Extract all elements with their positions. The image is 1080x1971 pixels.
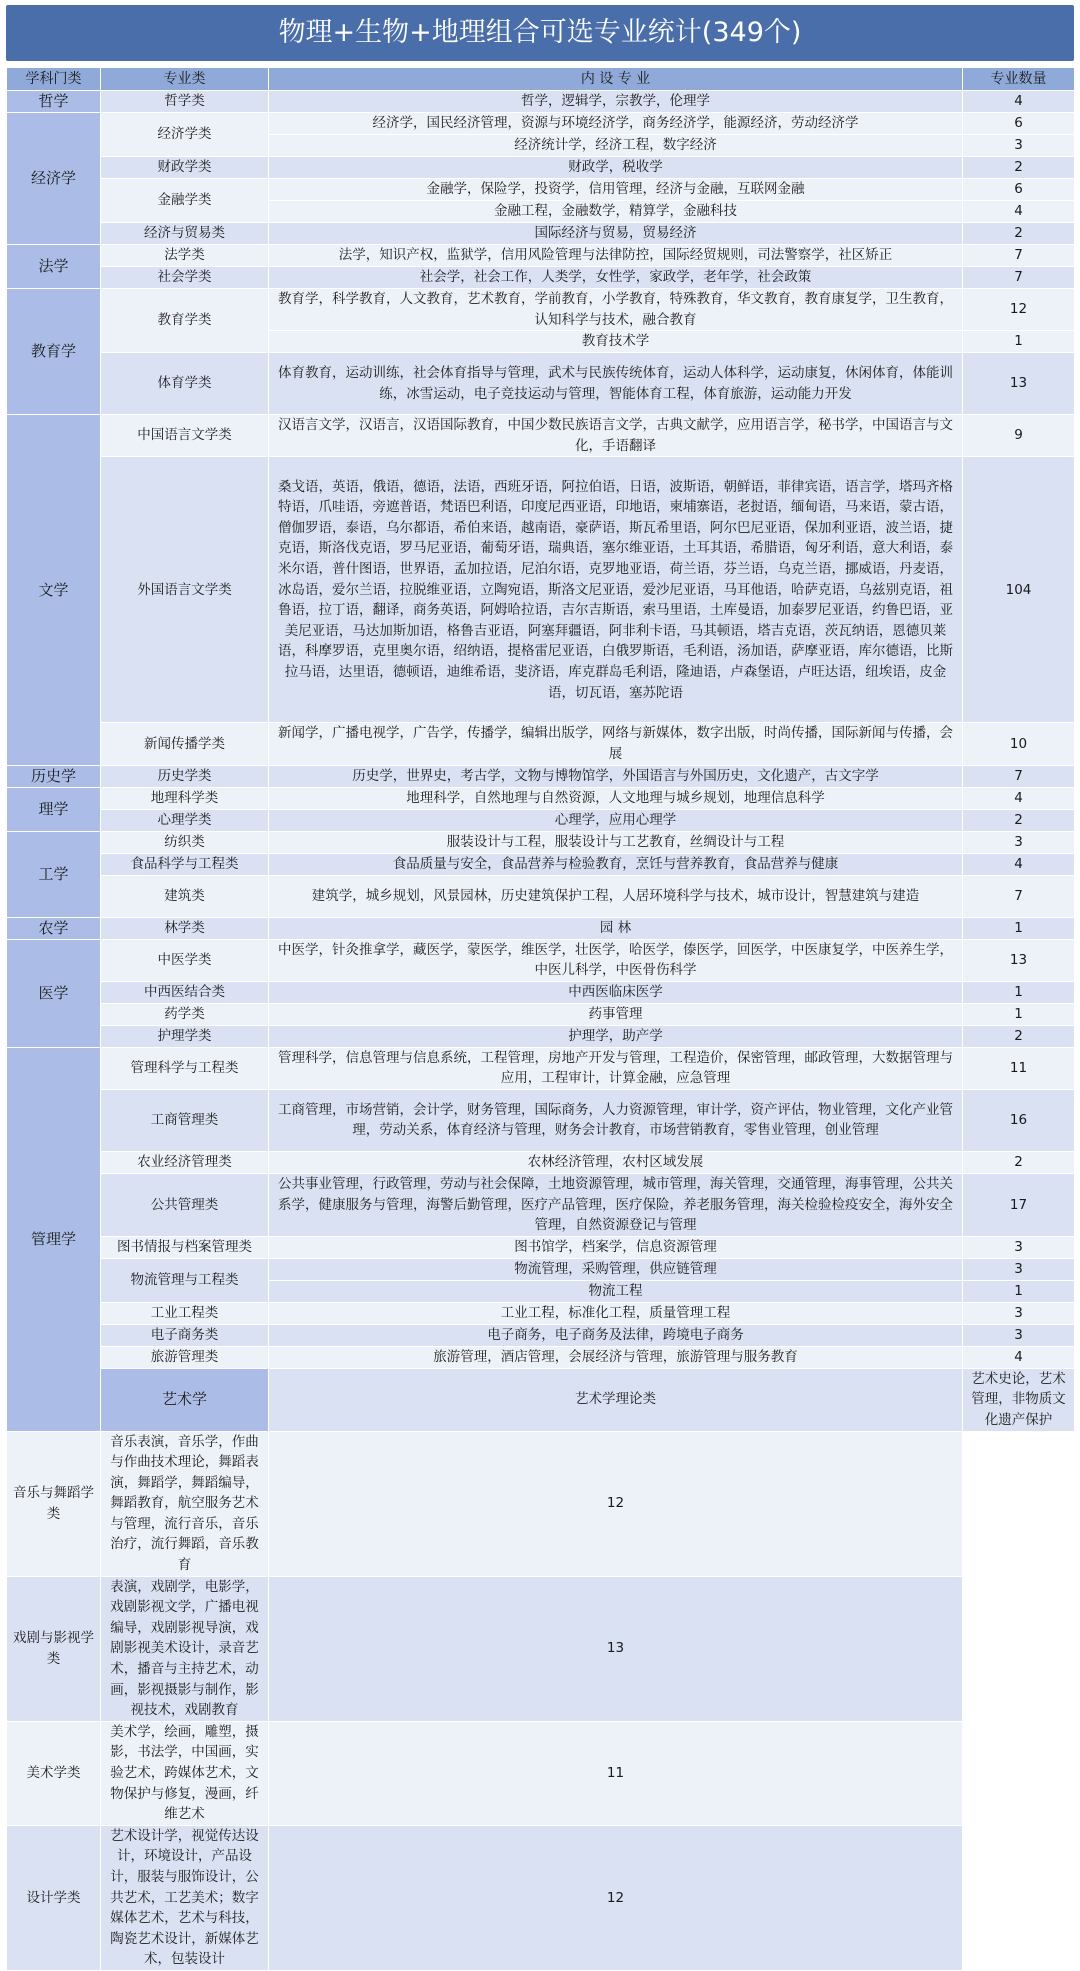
majors-cell: 财政学，税收学: [269, 157, 963, 179]
discipline-cell: 历史学: [7, 765, 101, 787]
category-cell: 设计学类: [7, 1825, 101, 1970]
table-row: [7, 289, 1075, 331]
table-row: [7, 831, 1075, 853]
count-cell: 4: [963, 853, 1075, 875]
table-row: [7, 939, 1075, 981]
table-row: [7, 809, 1075, 831]
count-cell: 3: [963, 1324, 1075, 1346]
majors-cell: 园 林: [269, 917, 963, 939]
count-cell: 6: [963, 113, 1075, 135]
category-cell: 食品科学与工程类: [101, 853, 269, 875]
count-cell: 3: [963, 831, 1075, 853]
discipline-cell: 法学: [7, 245, 101, 289]
category-cell: 护理学类: [101, 1025, 269, 1047]
discipline-cell: 艺术学: [101, 1368, 269, 1431]
majors-table: [6, 67, 1075, 1971]
majors-cell: 美术学，绘画，雕塑，摄影，书法学，中国画，实验艺术，跨媒体艺术，文物保护与修复，漫画，纤维艺术: [101, 1721, 269, 1825]
category-cell: 纺织类: [101, 831, 269, 853]
count-cell: 1: [963, 981, 1075, 1003]
category-cell: 管理科学与工程类: [101, 1047, 269, 1089]
category-cell: 工商管理类: [101, 1089, 269, 1151]
table-row: [7, 1089, 1075, 1151]
count-cell: 10: [963, 723, 1075, 765]
discipline-cell: 管理学: [7, 1047, 101, 1431]
majors-cell: 教育学，科学教育，人文教育，艺术教育，学前教育，小学教育，特殊教育，华文教育，教育康复学，卫生教育，认知科学与技术，融合教育: [269, 289, 963, 331]
count-cell: 11: [269, 1721, 963, 1825]
majors-cell: 桑戈语，英语，俄语，德语，法语，西班牙语，阿拉伯语，日语，波斯语，朝鲜语，菲律宾语，语言学，塔玛齐格特语，爪哇语，旁遮普语，梵语巴利语，印度尼西亚语，印地语，柬埔寨语，老挝语，缅甸语，马来语，蒙古语，僧伽罗语，泰语，乌尔都语，希伯来语，越南语，豪萨语，斯瓦希里语，阿尔巴尼亚语，保加利亚语，波兰语，捷克语，斯洛伐克语，罗马尼亚语，葡萄牙语，瑞典语，塞尔维亚语，土耳其语，希腊语，匈牙利语，意大利语，泰米尔语，普什图语，世界语，孟加拉语，尼泊尔语，克罗地亚语，荷兰语，芬兰语，乌克兰语，挪威语，丹麦语，冰岛语，爱尔兰语，拉脱维亚语，立陶宛语，斯洛文尼亚语，爱沙尼亚语，马耳他语，哈萨克语，乌兹别克语，祖鲁语，拉丁语，翻译，商务英语，阿姆哈拉语，吉尔吉斯语，索马里语，土库曼语，加泰罗尼亚语，约鲁巴语，亚美尼亚语，马达加斯加语，格鲁吉亚语，阿塞拜疆语，阿非利卡语，马其顿语，塔吉克语，茨瓦纳语，恩德贝莱语，科摩罗语，克里奥尔语，绍纳语，提格雷尼亚语，白俄罗斯语，毛利语，汤加语，萨摩亚语，库尔德语，比斯拉马语，达里语，德顿语，迪维希语，斐济语，库克群岛毛利语，隆迪语，卢森堡语，卢旺达语，纽埃语，皮金语，切瓦语，塞苏陀语: [269, 457, 963, 723]
majors-cell: 物流管理，采购管理，供应链管理: [269, 1258, 963, 1280]
count-cell: 4: [963, 91, 1075, 113]
category-cell: 物流管理与工程类: [101, 1258, 269, 1302]
majors-cell: 法学，知识产权，监狱学，信用风险管理与法律防控，国际经贸规则，司法警察学，社区矫正: [269, 245, 963, 267]
header-discipline: 学科门类: [7, 68, 101, 91]
count-cell: 6: [963, 179, 1075, 201]
count-cell: 13: [269, 1576, 963, 1721]
category-cell: 电子商务类: [101, 1324, 269, 1346]
category-cell: 图书情报与档案管理类: [101, 1236, 269, 1258]
table-row: [7, 1825, 1075, 1970]
count-cell: 4: [963, 1346, 1075, 1368]
majors-cell: 工业工程，标准化工程，质量管理工程: [269, 1302, 963, 1324]
discipline-cell: 理学: [7, 787, 101, 831]
category-cell: 体育学类: [101, 353, 269, 415]
table-row: [7, 765, 1075, 787]
count-cell: 9: [963, 415, 1075, 457]
majors-cell: 音乐表演，音乐学，作曲与作曲技术理论，舞蹈表演，舞蹈学，舞蹈编导，舞蹈教育，航空服务艺术与管理，流行音乐，音乐治疗，流行舞蹈，音乐教育: [101, 1431, 269, 1576]
category-cell: 戏剧与影视学类: [7, 1576, 101, 1721]
majors-cell: 地理科学，自然地理与自然资源，人文地理与城乡规划，地理信息科学: [269, 787, 963, 809]
table-row: [7, 223, 1075, 245]
table-row: [7, 1003, 1075, 1025]
majors-cell: 新闻学，广播电视学，广告学，传播学，编辑出版学，网络与新媒体，数字出版，时尚传播，国际新闻与传播，会展: [269, 723, 963, 765]
category-cell: 美术学类: [7, 1721, 101, 1825]
header-count: 专业数量: [963, 68, 1075, 91]
majors-cell: 图书馆学，档案学，信息资源管理: [269, 1236, 963, 1258]
majors-cell: 国际经济与贸易，贸易经济: [269, 223, 963, 245]
category-cell: 工业工程类: [101, 1302, 269, 1324]
majors-cell: 哲学，逻辑学，宗教学，伦理学: [269, 91, 963, 113]
table-row: [7, 1151, 1075, 1173]
discipline-cell: 医学: [7, 939, 101, 1047]
majors-cell: 教育技术学: [269, 331, 963, 353]
majors-cell: 药事管理: [269, 1003, 963, 1025]
category-cell: 中医学类: [101, 939, 269, 981]
count-cell: 1: [963, 1280, 1075, 1302]
count-cell: 1: [963, 331, 1075, 353]
count-cell: 12: [269, 1825, 963, 1970]
count-cell: 17: [963, 1173, 1075, 1236]
majors-cell: 旅游管理，酒店管理，会展经济与管理，旅游管理与服务教育: [269, 1346, 963, 1368]
category-cell: 艺术学理论类: [269, 1368, 963, 1431]
table-row: [7, 1258, 1075, 1280]
table-row: [7, 1047, 1075, 1089]
category-cell: 新闻传播学类: [101, 723, 269, 765]
table-row: [7, 1302, 1075, 1324]
header-majors: 内 设 专 业: [269, 68, 963, 91]
category-cell: 心理学类: [101, 809, 269, 831]
majors-cell: 建筑学，城乡规划，风景园林，历史建筑保护工程，人居环境科学与技术，城市设计，智慧建筑与建造: [269, 875, 963, 917]
table-row: [7, 179, 1075, 201]
count-cell: 1: [963, 917, 1075, 939]
count-cell: 12: [269, 1431, 963, 1576]
table-row: [7, 1324, 1075, 1346]
table-row: [7, 723, 1075, 765]
category-cell: 公共管理类: [101, 1173, 269, 1236]
count-cell: 4: [963, 201, 1075, 223]
majors-cell: 历史学，世界史，考古学，文物与博物馆学，外国语言与外国历史，文化遗产，古文字学: [269, 765, 963, 787]
category-cell: 法学类: [101, 245, 269, 267]
count-cell: 1: [963, 1003, 1075, 1025]
majors-cell: 公共事业管理，行政管理，劳动与社会保障，土地资源管理，城市管理，海关管理，交通管理，海事管理，公共关系学，健康服务与管理，海警后勤管理，医疗产品管理，医疗保险，养老服务管理，海关检验检疫安全，海外安全管理，自然资源登记与管理: [269, 1173, 963, 1236]
majors-cell: 中西医临床医学: [269, 981, 963, 1003]
majors-cell: 工商管理，市场营销，会计学，财务管理，国际商务，人力资源管理，审计学，资产评估，物业管理，文化产业管理，劳动关系，体育经济与管理，财务会计教育，市场营销教育，零售业管理，创业管理: [269, 1089, 963, 1151]
table-row: [7, 1173, 1075, 1236]
discipline-cell: 工学: [7, 831, 101, 917]
table-row: [7, 1721, 1075, 1825]
majors-cell: 表演，戏剧学，电影学，戏剧影视文学，广播电视编导，戏剧影视导演，戏剧影视美术设计，录音艺术，播音与主持艺术，动画，影视摄影与制作，影视技术，戏剧教育: [101, 1576, 269, 1721]
discipline-cell: 哲学: [7, 91, 101, 113]
category-cell: 药学类: [101, 1003, 269, 1025]
count-cell: 104: [963, 457, 1075, 723]
count-cell: 2: [963, 1151, 1075, 1173]
category-cell: 中西医结合类: [101, 981, 269, 1003]
table-row: [7, 853, 1075, 875]
majors-cell: 管理科学，信息管理与信息系统，工程管理，房地产开发与管理，工程造价，保密管理，邮政管理，大数据管理与应用，工程审计，计算金融，应急管理: [269, 1047, 963, 1089]
table-row: [7, 267, 1075, 289]
discipline-cell: 教育学: [7, 289, 101, 415]
category-cell: 外国语言文学类: [101, 457, 269, 723]
majors-cell: 中医学，针灸推拿学，藏医学，蒙医学，维医学，壮医学，哈医学，傣医学，回医学，中医康复学，中医养生学，中医儿科学，中医骨伤科学: [269, 939, 963, 981]
table-row: [7, 157, 1075, 179]
majors-cell: 社会学，社会工作，人类学，女性学，家政学，老年学，社会政策: [269, 267, 963, 289]
majors-cell: 食品质量与安全，食品营养与检验教育，烹饪与营养教育，食品营养与健康: [269, 853, 963, 875]
count-cell: 7: [963, 765, 1075, 787]
category-cell: 金融学类: [101, 179, 269, 223]
majors-cell: 农林经济管理，农村区域发展: [269, 1151, 963, 1173]
table-row: [7, 787, 1075, 809]
table-row: [7, 1576, 1075, 1721]
category-cell: 历史学类: [101, 765, 269, 787]
discipline-cell: 文学: [7, 415, 101, 765]
table-row: [7, 1431, 1075, 1576]
table-row: [7, 457, 1075, 723]
category-cell: 经济学类: [101, 113, 269, 157]
count-cell: 13: [963, 353, 1075, 415]
category-cell: 财政学类: [101, 157, 269, 179]
table-row: [7, 1025, 1075, 1047]
table-row: [7, 113, 1075, 135]
header-category: 专业类: [101, 68, 269, 91]
count-cell: 3: [963, 1302, 1075, 1324]
header-row: [7, 68, 1075, 91]
table-row: [7, 917, 1075, 939]
discipline-cell: 农学: [7, 917, 101, 939]
majors-cell: 艺术设计学，视觉传达设计，环境设计，产品设计，服装与服饰设计，公共艺术，工艺美术；数字媒体艺术，艺术与科技，陶瓷艺术设计，新媒体艺术，包装设计: [101, 1825, 269, 1970]
table-row: [7, 981, 1075, 1003]
table-row: [7, 415, 1075, 457]
table-row: [7, 353, 1075, 415]
category-cell: 经济与贸易类: [101, 223, 269, 245]
table-row: [7, 1346, 1075, 1368]
table-row: [7, 875, 1075, 917]
discipline-cell: 经济学: [7, 113, 101, 245]
majors-cell: 服装设计与工程，服装设计与工艺教育，丝绸设计与工程: [269, 831, 963, 853]
category-cell: 农业经济管理类: [101, 1151, 269, 1173]
count-cell: 11: [963, 1047, 1075, 1089]
category-cell: 中国语言文学类: [101, 415, 269, 457]
category-cell: 教育学类: [101, 289, 269, 353]
count-cell: 2: [963, 223, 1075, 245]
majors-cell: 经济学，国民经济管理，资源与环境经济学，商务经济学，能源经济，劳动经济学: [269, 113, 963, 135]
table-row: [7, 1236, 1075, 1258]
category-cell: 旅游管理类: [101, 1346, 269, 1368]
count-cell: 12: [963, 289, 1075, 331]
category-cell: 哲学类: [101, 91, 269, 113]
count-cell: 16: [963, 1089, 1075, 1151]
count-cell: 3: [963, 135, 1075, 157]
count-cell: 2: [963, 1025, 1075, 1047]
count-cell: 3: [963, 1236, 1075, 1258]
majors-cell: 金融工程，金融数学，精算学，金融科技: [269, 201, 963, 223]
category-cell: 地理科学类: [101, 787, 269, 809]
category-cell: 音乐与舞蹈学类: [7, 1431, 101, 1576]
majors-cell: 经济统计学，经济工程，数字经济: [269, 135, 963, 157]
count-cell: 7: [963, 875, 1075, 917]
table-row: [7, 91, 1075, 113]
count-cell: 13: [963, 939, 1075, 981]
count-cell: 2: [963, 809, 1075, 831]
table-row: [7, 245, 1075, 267]
count-cell: 7: [963, 267, 1075, 289]
count-cell: 7: [963, 245, 1075, 267]
majors-cell: 电子商务，电子商务及法律，跨境电子商务: [269, 1324, 963, 1346]
majors-cell: 金融学，保险学，投资学，信用管理，经济与金融，互联网金融: [269, 179, 963, 201]
count-cell: 3: [963, 1258, 1075, 1280]
category-cell: 建筑类: [101, 875, 269, 917]
majors-cell: 心理学，应用心理学: [269, 809, 963, 831]
table-title: 物理+生物+地理组合可选专业统计(349个): [6, 5, 1074, 61]
majors-cell: 体育教育，运动训练，社会体育指导与管理，武术与民族传统体育，运动人体科学，运动康复，休闲体育，体能训练，冰雪运动，电子竞技运动与管理，智能体育工程，体育旅游，运动能力开发: [269, 353, 963, 415]
table-row: [7, 1368, 1075, 1431]
count-cell: 2: [963, 157, 1075, 179]
category-cell: 林学类: [101, 917, 269, 939]
majors-cell: 物流工程: [269, 1280, 963, 1302]
category-cell: 社会学类: [101, 267, 269, 289]
majors-cell: 汉语言文学，汉语言，汉语国际教育，中国少数民族语言文学，古典文献学，应用语言学，秘书学，中国语言与文化，手语翻译: [269, 415, 963, 457]
majors-cell: 护理学，助产学: [269, 1025, 963, 1047]
majors-cell: 艺术史论，艺术管理，非物质文化遗产保护: [963, 1368, 1075, 1431]
count-cell: 4: [963, 787, 1075, 809]
